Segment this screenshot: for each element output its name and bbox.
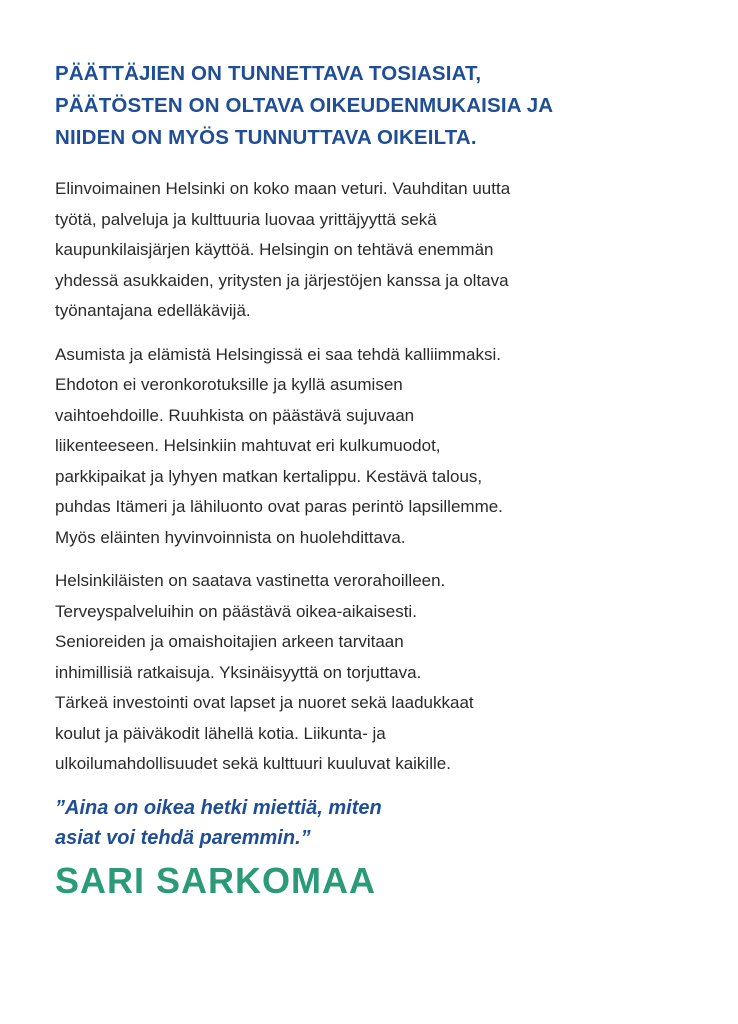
paragraph-line: Myös eläinten hyvinvoinnista on huolehdittava. xyxy=(55,527,406,547)
paragraph-line: työnantajana edelläkävijä. xyxy=(55,301,251,320)
paragraph-line: puhdas Itämeri ja lähiluonto ovat paras perintö lapsillemme. xyxy=(55,497,503,516)
paragraph-line: kaupunkilaisjärjen käyttöä. Helsingin on tehtävä enemmän xyxy=(55,240,494,259)
paragraph-line: Ehdoton ei veronkorotuksille ja kyllä asumisen xyxy=(55,375,403,394)
paragraph-line: inhimillisiä ratkaisuja. Yksinäisyyttä on torjuttava. xyxy=(55,662,422,682)
headline-line: PÄÄTTÄJIEN ON TUNNETTAVA TOSIASIAT, xyxy=(55,62,482,85)
quote-line: ”Aina on oikea hetki miettiä, miten xyxy=(55,796,382,819)
quote xyxy=(55,793,695,853)
paragraph-line: työtä, palveluja ja kulttuuria luovaa yrittäjyyttä sekä xyxy=(55,209,437,229)
paragraph-line: koulut ja päiväkodit lähellä kotia. Liikunta- ja xyxy=(55,723,386,743)
paragraph-line: parkkipaikat ja lyhyen matkan kertalippu. Kestävä talous, xyxy=(55,466,483,486)
paragraph-line: Terveyspalveluihin on päästävä oikea-aikaisesti. xyxy=(55,601,417,621)
headline xyxy=(55,58,695,154)
paragraph-line: liikenteeseen. Helsinkiin mahtuvat eri kulkumuodot, xyxy=(55,436,441,455)
paragraph-line: Asumista ja elämistä Helsingissä ei saa tehdä kalliimmaksi. xyxy=(55,344,501,364)
paragraph-living xyxy=(55,340,695,554)
paragraph-line: Senioreiden ja omaishoitajien arkeen tarvitaan xyxy=(55,632,404,651)
headline-line: NIIDEN ON MYÖS TUNNUTTAVA OIKEILTA. xyxy=(55,126,477,149)
quote-line: asiat voi tehdä paremmin.” xyxy=(55,826,311,849)
paragraph-line: Tärkeä investointi ovat lapset ja nuoret sekä laadukkaat xyxy=(55,693,474,712)
paragraph-line: Helsinkiläisten on saatava vastinetta verorahoilleen. xyxy=(55,571,446,590)
paragraph-line: ulkoilumahdollisuudet sekä kulttuuri kuuluvat kaikille. xyxy=(55,754,451,773)
paragraph-economy xyxy=(55,174,695,327)
signature-name: SARI SARKOMAA xyxy=(55,859,377,901)
document-page xyxy=(55,58,695,903)
paragraph-line: Elinvoimainen Helsinki on koko maan veturi. Vauhditan uutta xyxy=(55,179,511,198)
paragraph-line: vaihtoehdoille. Ruuhkista on päästävä sujuvaan xyxy=(55,405,415,425)
paragraph-services xyxy=(55,566,695,780)
headline-line: PÄÄTÖSTEN ON OLTAVA OIKEUDENMUKAISIA JA xyxy=(55,94,554,117)
paragraph-line: yhdessä asukkaiden, yritysten ja järjestöjen kanssa ja oltava xyxy=(55,270,509,290)
